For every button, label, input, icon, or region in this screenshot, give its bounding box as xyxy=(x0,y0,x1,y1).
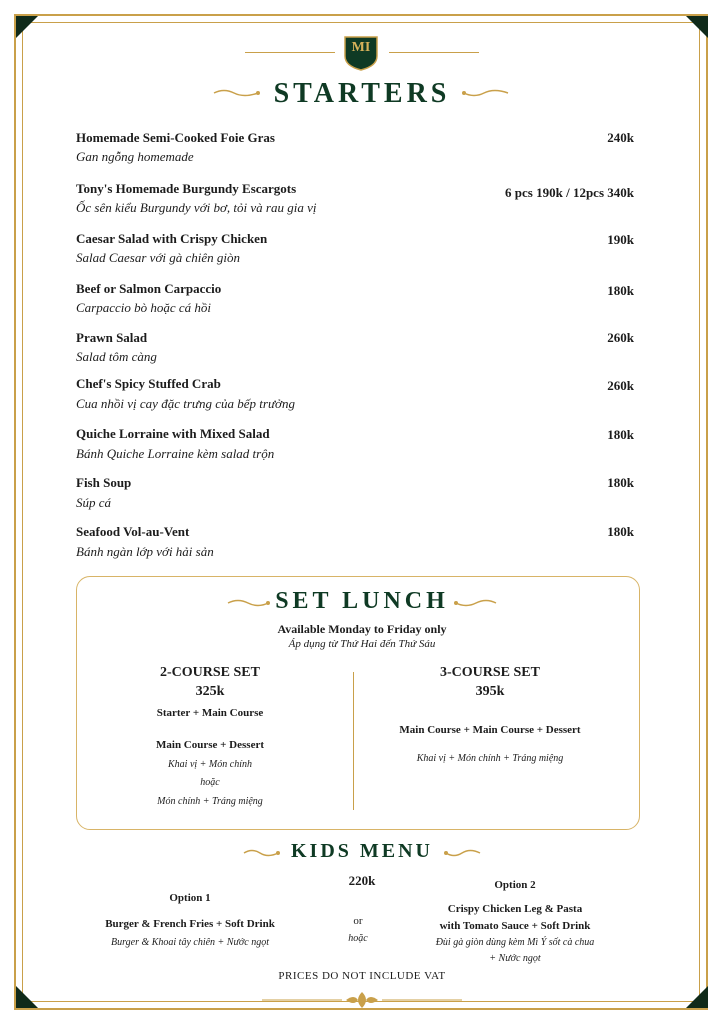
logo-rule-left xyxy=(245,52,335,53)
kids-menu-title: KIDS MENU xyxy=(290,840,433,862)
starter-item-vi: Ốc sên kiểu Burgundy với bơ, tỏi và rau gia vị xyxy=(76,200,317,215)
starter-item-name: Prawn Salad xyxy=(76,330,148,345)
swirl-right-icon xyxy=(452,598,498,608)
starter-item-name: Quiche Lorraine with Mixed Salad xyxy=(76,426,270,441)
starter-item-price: 180k xyxy=(607,427,634,442)
starter-item-price: 260k xyxy=(607,330,634,345)
starter-item-name: Homemade Semi-Cooked Foie Gras xyxy=(76,130,275,145)
three-course-option: Main Course + Main Course + Dessert xyxy=(399,724,581,736)
kids-option2-vi-line1: Đùi gà giòn dùng kèm Mì Ý sốt cà chua xyxy=(435,937,595,948)
starter-item-name: Chef's Spicy Stuffed Crab xyxy=(76,376,221,391)
three-course-price: 395k xyxy=(475,684,505,699)
starter-item-name: Caesar Salad with Crispy Chicken xyxy=(76,231,268,246)
starters-title: STARTERS xyxy=(273,78,451,109)
starter-item-price: 190k xyxy=(607,232,634,247)
two-course-title: 2-COURSE SET xyxy=(160,665,260,680)
starter-item-vi: Bánh ngàn lớp với hải sản xyxy=(76,544,214,559)
two-course-price: 325k xyxy=(195,684,225,699)
starter-item-vi: Carpaccio bò hoặc cá hồi xyxy=(76,300,212,315)
starter-item-price: 180k xyxy=(607,283,634,298)
starter-item-price: 260k xyxy=(607,378,634,393)
logo-monogram: MI xyxy=(351,40,371,55)
kids-option1-label: Option 1 xyxy=(169,892,211,904)
swirl-right-icon xyxy=(442,848,482,858)
kids-or-vi: hoặc xyxy=(348,933,368,944)
kids-option2-vi-line2: + Nước ngọt xyxy=(489,953,541,964)
kids-or-en: or xyxy=(353,915,363,927)
three-course-title: 3-COURSE SET xyxy=(440,665,540,680)
starter-item-vi: Cua nhồi vị cay đặc trưng của bếp trưởng xyxy=(76,396,295,411)
kids-menu-price: 220k xyxy=(348,873,376,888)
logo-rule-right xyxy=(389,52,479,53)
kids-option1-vi: Burger & Khoai tây chiên + Nước ngọt xyxy=(111,937,269,948)
two-course-option-a: Starter + Main Course xyxy=(156,707,264,719)
set-lunch-title: SET LUNCH xyxy=(275,588,449,614)
starter-item-name: Seafood Vol-au-Vent xyxy=(76,524,190,539)
two-course-vi-a: Khai vị + Món chính xyxy=(168,759,252,770)
kids-option2-label: Option 2 xyxy=(494,879,536,891)
two-course-vi-or: hoặc xyxy=(200,777,220,788)
starter-item-vi: Gan ngỗng homemade xyxy=(76,149,194,164)
vat-note: PRICES DO NOT INCLUDE VAT xyxy=(278,970,446,982)
starter-item-vi: Salad tôm càng xyxy=(76,349,157,364)
starter-item-vi: Bánh Quiche Lorraine kèm salad trộn xyxy=(76,446,275,461)
starter-item-price: 6 pcs 190k / 12pcs 340k xyxy=(505,185,634,200)
footer-ornament-icon xyxy=(262,990,462,1010)
starter-item-name: Fish Soup xyxy=(76,475,132,490)
set-lunch-availability: Available Monday to Friday only xyxy=(277,622,447,636)
swirl-right-icon xyxy=(460,88,510,98)
kids-option2-en-line2: with Tomato Sauce + Soft Drink xyxy=(439,920,591,932)
set-lunch-availability-vi: Áp dụng từ Thứ Hai đến Thứ Sáu xyxy=(288,638,436,650)
three-course-vi: Khai vị + Món chính + Tráng miệng xyxy=(416,753,564,764)
starter-item-name: Beef or Salmon Carpaccio xyxy=(76,281,222,296)
starter-item-price: 240k xyxy=(607,130,634,145)
starter-item-price: 180k xyxy=(607,524,634,539)
starter-item-vi: Salad Caesar với gà chiên giòn xyxy=(76,250,241,265)
two-course-vi-b: Món chính + Tráng miệng xyxy=(157,796,263,807)
two-course-option-b: Main Course + Dessert xyxy=(156,739,264,751)
kids-option1-en: Burger & French Fries + Soft Drink xyxy=(105,918,275,930)
set-lunch-divider xyxy=(353,672,354,810)
starter-item-name: Tony's Homemade Burgundy Escargots xyxy=(76,181,297,196)
starter-item-vi: Súp cá xyxy=(76,495,112,510)
kids-option2-en-line1: Crispy Chicken Leg & Pasta xyxy=(447,903,583,915)
starter-item-price: 180k xyxy=(607,475,634,490)
